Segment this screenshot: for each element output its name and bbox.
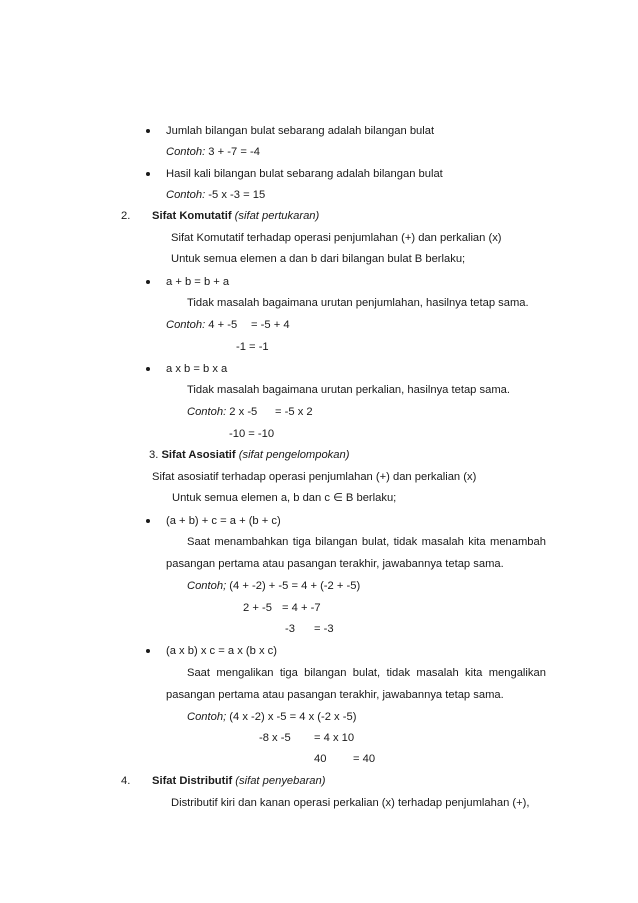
section-intro: Untuk semua elemen a, b dan c ∈ B berlaku; <box>172 492 397 504</box>
word: tiga <box>279 667 298 679</box>
example-line <box>187 710 356 724</box>
bullet-dot <box>146 519 150 523</box>
example-step: = 4 + -7 <box>282 602 321 614</box>
word: bulat, <box>361 536 390 548</box>
example-expr: = -5 x 2 <box>275 406 313 418</box>
bullet-dot <box>146 649 150 653</box>
section-number: 3. <box>149 449 159 461</box>
example-result: -10 = -10 <box>229 428 275 440</box>
word: tiga <box>292 536 311 548</box>
example-label: Contoh; <box>187 580 227 592</box>
section-heading <box>149 448 349 462</box>
section-subtitle: (sifat pengelompokan) <box>238 449 350 461</box>
word: mengalikan <box>216 667 274 679</box>
example-result: -3 <box>285 623 295 635</box>
section-heading <box>152 774 325 788</box>
word: bulat, <box>352 667 381 679</box>
word: bilangan <box>315 536 358 548</box>
section-number: 2. <box>121 210 131 222</box>
bullet-dot <box>146 367 150 371</box>
property-description: Tidak masalah bagaimana urutan perkalian, hasilnya tetap sama. <box>187 384 510 396</box>
section-title: Sifat Distributif <box>152 775 233 787</box>
property-formula: a + b = b + a <box>166 276 230 288</box>
word: tidak <box>386 667 411 679</box>
section-title: Sifat Komutatif <box>152 210 232 222</box>
bullet-dot <box>146 129 150 133</box>
word: menambahkan <box>214 536 289 548</box>
example-line <box>166 145 260 159</box>
property-description <box>187 535 546 549</box>
word: mengalikan <box>488 667 546 679</box>
example-expr: (4 x -2) x -5 = 4 x (-2 x -5) <box>226 711 357 723</box>
example-label: Contoh: <box>166 319 206 331</box>
word: menambah <box>490 536 546 548</box>
property-description <box>187 666 546 680</box>
property-formula: a x b = b x a <box>166 363 228 375</box>
property-description: pasangan pertama atau pasangan terakhir, jawabannya tetap sama. <box>166 558 504 570</box>
property-formula: (a x b) x c = a x (b x c) <box>166 645 277 657</box>
word: masalah <box>416 667 459 679</box>
example-expr: 4 + -5 <box>205 319 238 331</box>
example-label: Contoh: <box>166 146 206 158</box>
example-label: Contoh; <box>187 711 227 723</box>
section-subtitle: (sifat pertukaran) <box>234 210 320 222</box>
section-intro: Distributif kiri dan kanan operasi perkalian (x) terhadap penjumlahan (+), <box>171 797 530 809</box>
example-expr: 3 + -7 = -4 <box>205 146 260 158</box>
word: kita <box>468 536 486 548</box>
example-expr: (4 + -2) + -5 = 4 + (-2 + -5) <box>226 580 361 592</box>
example-line <box>166 318 237 332</box>
section-subtitle: (sifat penyebaran) <box>235 775 326 787</box>
property-statement: Jumlah bilangan bulat sebarang adalah bilangan bulat <box>166 125 435 137</box>
example-step: = 4 x 10 <box>314 732 355 744</box>
example-line <box>187 579 360 593</box>
example-expr: = -5 + 4 <box>251 319 290 331</box>
example-step: 2 + -5 <box>243 602 272 614</box>
bullet-dot <box>146 280 150 284</box>
bullet-dot <box>146 172 150 176</box>
example-label: Contoh: <box>166 189 206 201</box>
example-result: = -3 <box>314 623 334 635</box>
word: tidak <box>393 536 418 548</box>
section-title: Sifat Asosiatif <box>161 449 236 461</box>
property-statement: Hasil kali bilangan bulat sebarang adalah bilangan bulat <box>166 168 443 180</box>
example-label: Contoh: <box>187 406 227 418</box>
section-intro: Sifat asosiatif terhadap operasi penjumlahan (+) dan perkalian (x) <box>152 471 477 483</box>
section-intro: Sifat Komutatif terhadap operasi penjumlahan (+) dan perkalian (x) <box>171 232 502 244</box>
section-heading <box>152 209 319 223</box>
example-expr: 2 x -5 <box>226 406 258 418</box>
property-description: pasangan pertama atau pasangan terakhir, jawabannya tetap sama. <box>166 689 504 701</box>
word: Saat <box>187 667 211 679</box>
word: bilangan <box>304 667 347 679</box>
section-intro: Untuk semua elemen a dan b dari bilangan bulat B berlaku; <box>171 253 466 265</box>
example-result: 40 <box>314 753 327 765</box>
property-formula: (a + b) + c = a + (b + c) <box>166 515 281 527</box>
word: masalah <box>421 536 464 548</box>
example-result: = 40 <box>353 753 376 765</box>
example-line <box>187 405 257 419</box>
example-expr: -5 x -3 = 15 <box>205 189 266 201</box>
example-step: -8 x -5 <box>259 732 291 744</box>
word: kita <box>464 667 483 679</box>
example-result: -1 = -1 <box>236 341 269 353</box>
property-description: Tidak masalah bagaimana urutan penjumlahan, hasilnya tetap sama. <box>187 297 529 309</box>
section-number: 4. <box>121 775 131 787</box>
example-line <box>166 188 265 202</box>
word: Saat <box>187 536 211 548</box>
